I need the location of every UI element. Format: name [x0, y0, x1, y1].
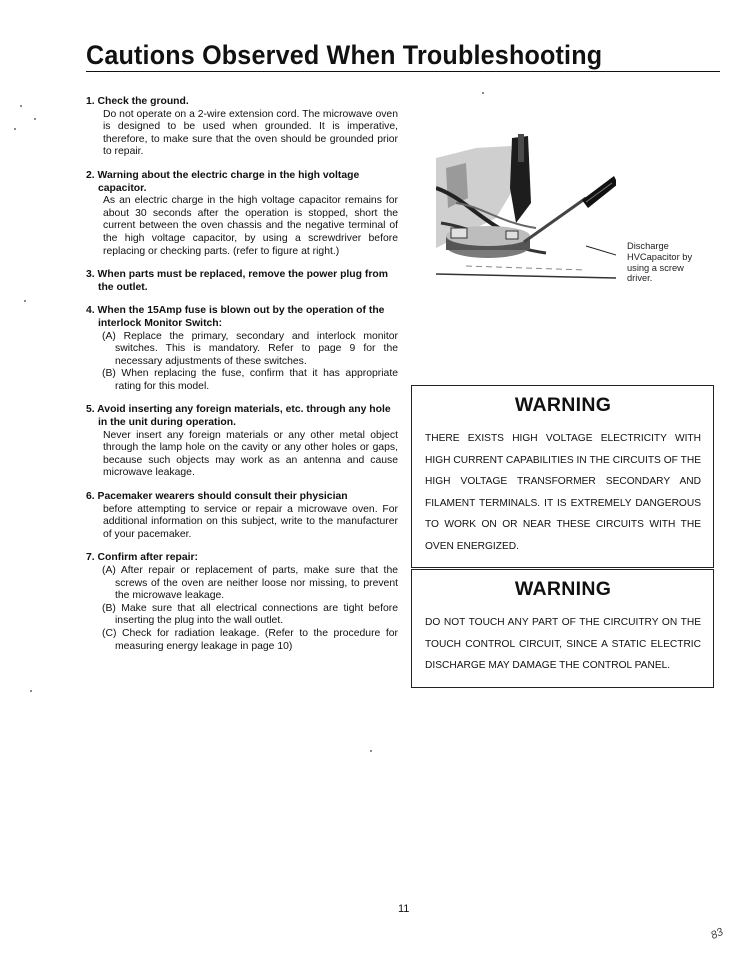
caution-item-4 — [86, 305, 398, 393]
warning-text: DO NOT TOUCH ANY PART OF THE CIRCUITRY ON THE TOUCH CONTROL CIRCUIT, SINCE A STATIC ELECTRIC DISCHARGE MAY DAMAGE THE CONTROL PANEL. — [425, 617, 701, 671]
scan-speck — [370, 750, 372, 752]
warning-box-static — [411, 569, 714, 688]
warning-text: THERE EXISTS HIGH VOLTAGE ELECTRICITY WITH HIGH CURRENT CAPABILITIES IN THE CIRCUITS OF THE HIGH VOLTAGE TRANSFORMER SECONDARY AND FILAMENT TERMINALS. IT IS EXTREMELY DANGEROUS TO WORK ON OR NEAR THESE CIRCUITS WITH THE OVEN ENERGIZED. — [425, 433, 701, 552]
page-title: Cautions Observed When Troubleshooting — [86, 40, 603, 70]
caution-body: As an electric charge in the high voltage capacitor remains for about 30 seconds after the operation is stopped, short the current between the oven chassis and the negative terminal of the high voltage capacitor, by using a screwdriver before replacing or checking parts. (refer to figure at right.) — [103, 195, 398, 257]
cautions-list — [86, 96, 398, 664]
warning-title: WARNING — [514, 578, 612, 600]
caution-item-2 — [86, 170, 398, 258]
warning-box-high-voltage — [411, 385, 714, 568]
caution-body: Do not operate on a 2-wire extension cord. The microwave oven is designed to be used when grounded. It is imperative, therefore, to make sure that the oven should be grounded prior to repair. — [103, 108, 398, 158]
caution-heading: 2. Warning about the electric charge in the high voltage capacitor. — [86, 169, 360, 194]
caution-heading: 7. Confirm after repair: — [86, 552, 199, 564]
caution-subitem: (A) After repair or replacement of parts, make sure that the screws of the oven are neither loose nor missing, to prevent the microwave leakage. — [102, 565, 398, 602]
scan-speck — [20, 105, 22, 107]
scan-speck — [30, 690, 32, 692]
warning-title: WARNING — [514, 394, 612, 416]
scan-speck — [14, 128, 16, 130]
caution-body: Never insert any foreign materials or any other metal object through the lamp hole on the cavity or any other holes or gaps, because such objects may work as an antenna and cause microwave leakage. — [103, 429, 398, 479]
caution-item-7 — [86, 552, 398, 653]
caution-heading: 4. When the 15Amp fuse is blown out by the operation of the interlock Monitor Switch: — [86, 305, 385, 329]
caution-item-5 — [86, 404, 398, 480]
caution-subitem: (B) Make sure that all electrical connections are tight before inserting the plug into the wall outlet. — [102, 602, 398, 627]
caution-subitem: (A) Replace the primary, secondary and interlock monitor switches. This is mandatory. Refer to page 9 for the necessary adjustments of these switches. — [102, 330, 398, 367]
scan-speck — [24, 300, 26, 302]
caution-subitem: (B) When replacing the fuse, confirm that it has appropriate rating for this model. — [102, 368, 398, 392]
caution-heading: 1. Check the ground. — [86, 96, 189, 107]
title-rule — [86, 71, 720, 72]
caution-subitem: (C) Check for radiation leakage. (Refer to the procedure for measuring energy leakage in page 10) — [102, 627, 398, 652]
scan-speck — [482, 92, 484, 94]
caution-heading: 6. Pacemaker wearers should consult their physician — [86, 491, 348, 503]
page-number: 11 — [398, 903, 410, 915]
caution-body: before attempting to service or repair a microwave oven. For additional information on this subject, write to the manufacturer of your pacemaker. — [103, 503, 398, 540]
caution-item-1 — [86, 96, 398, 159]
handwritten-mark: 83 — [709, 925, 726, 943]
capacitor-discharge-photo — [436, 128, 616, 286]
scan-speck — [34, 118, 36, 120]
caution-heading: 3. When parts must be replaced, remove the power plug from the outlet. — [86, 269, 388, 293]
caution-heading: 5. Avoid inserting any foreign materials, etc. through any hole in the unit during operation. — [86, 404, 391, 429]
caution-item-3 — [86, 269, 398, 294]
figure-caption: Discharge HVCapacitor by using a screw driver. — [627, 241, 693, 284]
caution-item-6 — [86, 491, 398, 541]
